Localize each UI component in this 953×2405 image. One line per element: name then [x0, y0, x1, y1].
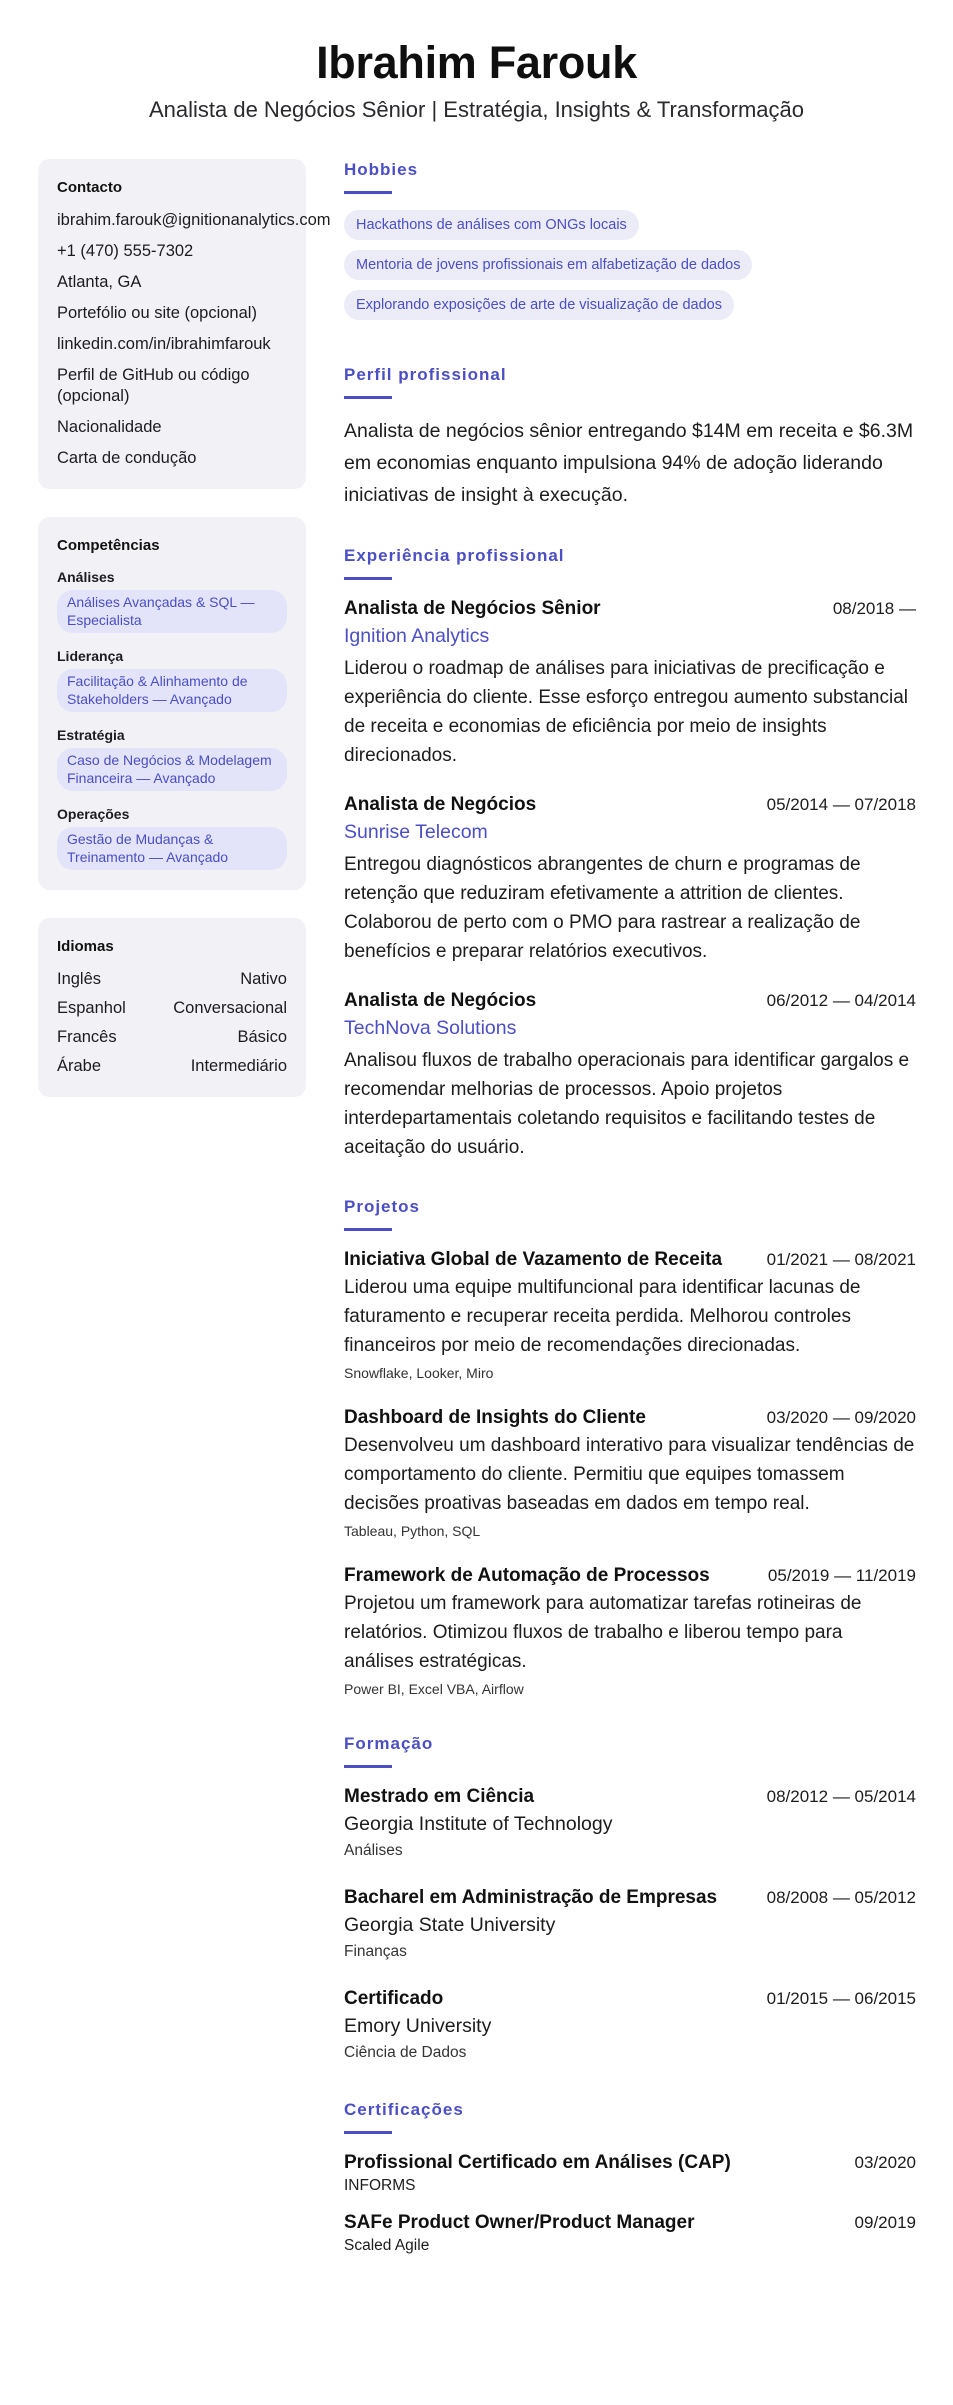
edu-field: Ciência de Dados [344, 2044, 467, 2061]
job-company: Sunrise Telecom [344, 821, 488, 843]
cert-name: SAFe Product Owner/Product Manager [344, 2212, 695, 2233]
language-name: Espanhol [57, 999, 126, 1017]
certifications-title: Certificações [344, 2100, 464, 2119]
project-tech: Power BI, Excel VBA, Airflow [344, 1681, 524, 1697]
job-role: Analista de Negócios Sênior [344, 598, 601, 619]
project-dates: 05/2019 — 11/2019 [767, 1566, 916, 1585]
cert-issuer: INFORMS [344, 2177, 416, 2194]
experience-entry [344, 988, 916, 1162]
education-section [344, 1733, 916, 2065]
project-dates: 03/2020 — 09/2020 [766, 1408, 916, 1427]
contact-phone[interactable]: +1 (470) 555-7302 [57, 242, 194, 260]
edu-dates: 01/2015 — 06/2015 [766, 1989, 916, 2008]
certification-entry [344, 2150, 916, 2196]
project-tech: Snowflake, Looker, Miro [344, 1365, 494, 1381]
contact-nationality: Nacionalidade [57, 418, 162, 436]
language-row [57, 969, 287, 990]
education-entry [344, 1885, 916, 1964]
profile-title: Perfil profissional [344, 365, 507, 384]
certifications-section [344, 2099, 916, 2256]
project-name: Framework de Automação de Processos [344, 1565, 710, 1586]
edu-school: Georgia State University [344, 1914, 556, 1936]
experience-title: Experiência profissional [344, 546, 565, 565]
project-description: Desenvolveu um dashboard interativo para visualizar tendências de comportamento do cliente. Permitiu que equipes tomassem decisões proativas baseadas em dados em tempo real. [344, 1435, 915, 1514]
contact-location: Atlanta, GA [57, 273, 142, 291]
project-dates: 01/2021 — 08/2021 [766, 1250, 916, 1269]
hobby-chip: Mentoria de jovens profissionais em alfabetização de dados [344, 250, 752, 280]
contact-linkedin[interactable]: linkedin.com/in/ibrahimfarouk [57, 335, 271, 353]
skill-chip: Análises Avançadas & SQL — Especialista [57, 590, 287, 633]
contact-license: Carta de condução [57, 449, 197, 467]
resume-header [0, 0, 953, 130]
section-divider [344, 396, 392, 399]
job-dates: 06/2012 — 04/2014 [766, 991, 916, 1010]
projects-section [344, 1196, 916, 1699]
certification-entry [344, 2210, 916, 2256]
language-level: Básico [237, 1028, 287, 1046]
section-divider [344, 1228, 392, 1231]
candidate-headline: Analista de Negócios Sênior | Estratégia, Insights & Transformação [148, 97, 805, 122]
profile-section [344, 364, 916, 511]
project-description: Projetou um framework para automatizar tarefas rotineiras de relatórios. Otimizou fluxos de trabalho e liberou tempo para análises estratégicas. [344, 1593, 862, 1672]
education-title: Formação [344, 1734, 434, 1753]
project-tech: Tableau, Python, SQL [344, 1523, 481, 1539]
section-divider [344, 1765, 392, 1768]
skill-category: Análises [57, 569, 115, 585]
edu-dates: 08/2012 — 05/2014 [766, 1787, 916, 1806]
section-divider [344, 577, 392, 580]
skill-chip: Gestão de Mudanças & Treinamento — Avançado [57, 827, 287, 870]
job-dates: 05/2014 — 07/2018 [766, 795, 916, 814]
contact-portfolio[interactable]: Portefólio ou site (opcional) [57, 304, 257, 322]
skill-group [57, 726, 287, 791]
section-divider [344, 2131, 392, 2134]
skill-chip: Caso de Negócios & Modelagem Financeira — Avançado [57, 748, 287, 791]
cert-date: 03/2020 [854, 2153, 916, 2172]
language-level: Conversacional [173, 999, 287, 1017]
job-description: Entregou diagnósticos abrangentes de churn e programas de retenção que reduziram efetivamente a attrition de clientes. Colaborou de perto com o PMO para rastrear a realização de benefícios e preparar relatórios executivos. [344, 854, 861, 962]
edu-school: Georgia Institute of Technology [344, 1813, 613, 1835]
edu-field: Análises [344, 1842, 403, 1859]
project-description: Liderou uma equipe multifuncional para identificar lacunas de faturamento e recuperar receita perdida. Melhorou controles financeiros por meio de recomendações direcionadas. [344, 1277, 861, 1356]
job-description: Liderou o roadmap de análises para iniciativas de precificação e experiência do cliente. Esse esforço entregou aumento substancial de receita e economias de eficiência por meio de insights direcionados. [344, 658, 909, 766]
job-company: TechNova Solutions [344, 1017, 517, 1039]
project-entry [344, 1247, 916, 1383]
job-role: Analista de Negócios [344, 990, 537, 1011]
skill-group [57, 805, 287, 870]
edu-degree: Bacharel em Administração de Empresas [344, 1887, 718, 1908]
language-name: Inglês [57, 970, 102, 988]
language-row [57, 1056, 287, 1077]
languages-card [38, 918, 306, 1097]
language-level: Nativo [240, 970, 287, 988]
experience-entry [344, 596, 916, 770]
skill-group [57, 568, 287, 633]
skill-category: Liderança [57, 648, 124, 664]
contact-email[interactable]: ibrahim.farouk@ignitionanalytics.com [57, 211, 331, 229]
hobbies-title: Hobbies [344, 160, 419, 179]
skill-chip: Facilitação & Alinhamento de Stakeholders — Avançado [57, 669, 287, 712]
skill-category: Estratégia [57, 727, 125, 743]
education-entry [344, 1784, 916, 1863]
project-name: Iniciativa Global de Vazamento de Receita [344, 1249, 723, 1270]
project-entry [344, 1563, 916, 1699]
main-column [344, 159, 916, 2290]
edu-school: Emory University [344, 2015, 492, 2037]
contact-github[interactable]: Perfil de GitHub ou código (opcional) [57, 366, 250, 405]
edu-degree: Certificado [344, 1988, 444, 2009]
edu-field: Finanças [344, 1943, 407, 1960]
job-description: Analisou fluxos de trabalho operacionais para identificar gargalos e recomendar melhorias de processos. Apoio projetos interdepartamentais coletando requisitos e facilitando testes de aceitação do usuário. [344, 1050, 910, 1158]
skills-title: Competências [57, 537, 160, 554]
job-dates: 08/2018 — [832, 599, 916, 618]
language-level: Intermediário [190, 1057, 287, 1075]
edu-dates: 08/2008 — 05/2012 [766, 1888, 916, 1907]
cert-issuer: Scaled Agile [344, 2237, 430, 2254]
skill-category: Operações [57, 806, 130, 822]
projects-title: Projetos [344, 1197, 421, 1216]
experience-section [344, 545, 916, 1162]
sidebar [38, 159, 331, 1125]
skill-group [57, 647, 287, 712]
education-entry [344, 1986, 916, 2065]
job-role: Analista de Negócios [344, 794, 537, 815]
language-name: Árabe [57, 1057, 102, 1075]
hobby-chip: Explorando exposições de arte de visualização de dados [344, 290, 734, 320]
hobby-chip: Hackathons de análises com ONGs locais [344, 210, 639, 240]
cert-date: 09/2019 [854, 2213, 916, 2232]
skills-card [38, 517, 306, 890]
experience-entry [344, 792, 916, 966]
project-name: Dashboard de Insights do Cliente [344, 1407, 646, 1428]
job-company: Ignition Analytics [344, 625, 490, 647]
languages-title: Idiomas [57, 938, 114, 955]
project-entry [344, 1405, 916, 1541]
language-row [57, 998, 287, 1019]
hobbies-section [344, 159, 916, 330]
language-name: Francês [57, 1028, 117, 1046]
profile-summary: Analista de negócios sênior entregando $14M em receita e $6.3M em economias enquanto impulsiona 94% de adoção liderando iniciativas de insight à execução. [344, 420, 914, 506]
section-divider [344, 191, 392, 194]
edu-degree: Mestrado em Ciência [344, 1786, 535, 1807]
candidate-name: Ibrahim Farouk [316, 37, 637, 88]
cert-name: Profissional Certificado em Análises (CAP) [344, 2152, 731, 2173]
language-row [57, 1027, 287, 1048]
contact-card [38, 159, 331, 489]
contact-title: Contacto [57, 179, 122, 196]
